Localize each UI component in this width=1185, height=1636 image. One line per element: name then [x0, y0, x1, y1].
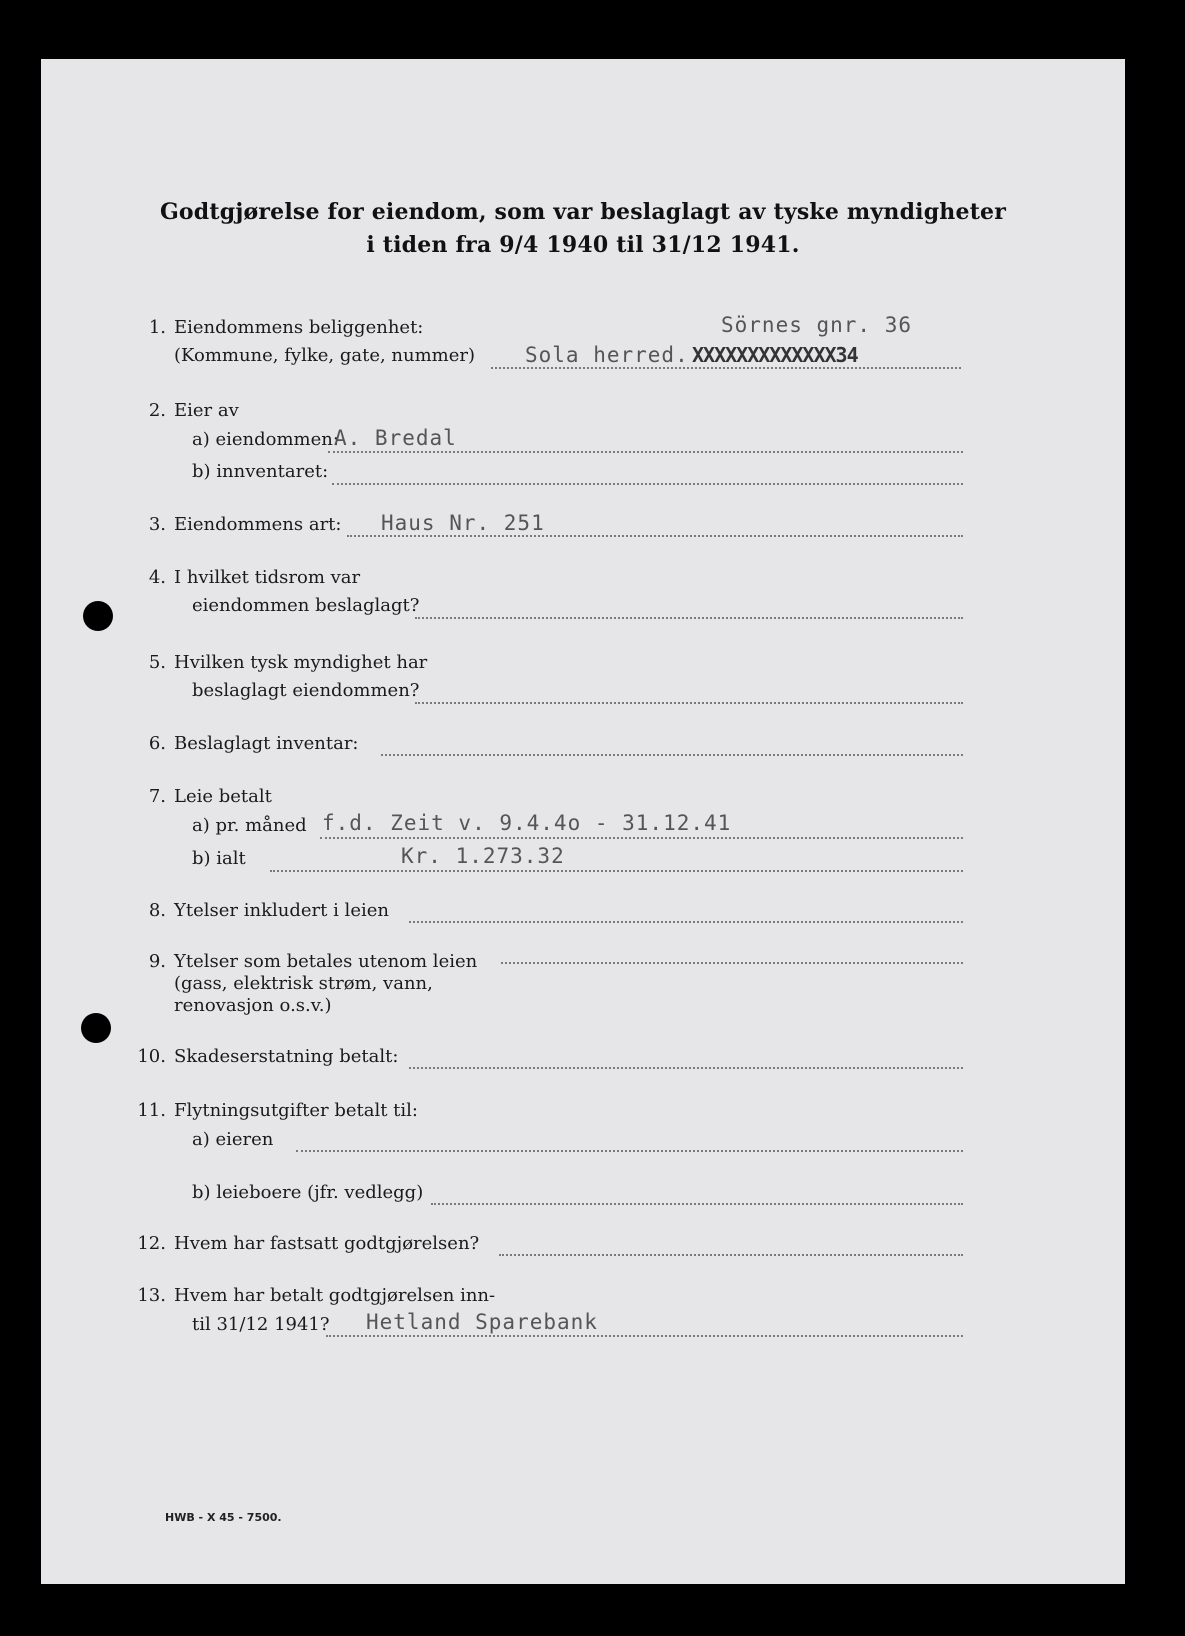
q3-label: Eiendommens art: — [174, 514, 342, 535]
q9-sublabel-2: renovasjon o.s.v.) — [174, 995, 332, 1016]
q1-sublabel: (Kommune, fylke, gate, nummer) — [174, 345, 476, 366]
item-number: 8. — [148, 900, 166, 921]
q7a-answer-line — [320, 837, 963, 839]
q1-struck-text: XXXXXXXXXXXXX34 — [692, 343, 858, 367]
q2b-answer-line — [332, 483, 963, 485]
q4-answer-line — [415, 617, 963, 619]
q10-answer-line — [409, 1067, 963, 1069]
q4-sublabel: eiendommen beslaglagt? — [192, 595, 420, 616]
q5-label: Hvilken tysk myndighet har — [174, 652, 428, 673]
item-number: 13. — [137, 1285, 166, 1306]
item-number: 1. — [148, 317, 166, 338]
q13-answer: Hetland Sparebank — [366, 1310, 598, 1334]
q7b-answer: Kr. 1.273.32 — [401, 844, 565, 868]
q12-answer-line — [499, 1254, 963, 1256]
q7b-answer-line — [270, 870, 963, 872]
item-number: 11. — [137, 1100, 166, 1121]
q13-sublabel: til 31/12 1941? — [192, 1314, 330, 1335]
q7a-label: a) pr. måned — [192, 815, 307, 836]
item-number: 4. — [148, 567, 166, 588]
q4-label: I hvilket tidsrom var — [174, 567, 361, 588]
q2a-answer: A. Bredal — [334, 426, 457, 450]
item-number: 3. — [148, 514, 166, 535]
q8-answer-line — [409, 921, 963, 923]
q9-sublabel-1: (gass, elektrisk strøm, vann, — [174, 973, 433, 994]
punch-hole — [83, 601, 113, 631]
q9-label: Ytelser som betales utenom leien — [174, 951, 478, 972]
item-number: 6. — [148, 733, 166, 754]
q3-answer-line — [347, 535, 963, 537]
q11b-answer-line — [431, 1203, 963, 1205]
q13-label: Hvem har betalt godtgjørelsen inn- — [174, 1285, 496, 1306]
q11-label: Flytningsutgifter betalt til: — [174, 1100, 418, 1121]
q10-label: Skadeserstatning betalt: — [174, 1046, 399, 1067]
q13-answer-line — [326, 1335, 963, 1337]
q12-label: Hvem har fastsatt godtgjørelsen? — [174, 1233, 480, 1254]
q8-label: Ytelser inkludert i leien — [174, 900, 389, 921]
q1-label: Eiendommens beliggenhet: — [174, 317, 424, 338]
q1-answer-line2: Sola herred. — [525, 343, 689, 367]
item-number: 7. — [148, 786, 166, 807]
form-print-code: HWB - X 45 - 7500. — [165, 1511, 282, 1524]
q11a-answer-line — [296, 1150, 963, 1152]
q7a-answer: f.d. Zeit v. 9.4.4o - 31.12.41 — [322, 811, 732, 835]
q2a-answer-line — [328, 451, 963, 453]
form-title-line2: i tiden fra 9/4 1940 til 31/12 1941. — [366, 232, 800, 258]
q6-label: Beslaglagt inventar: — [174, 733, 359, 754]
q2a-label: a) eiendommen: — [192, 429, 339, 450]
item-number: 10. — [137, 1046, 166, 1067]
q5-answer-line — [415, 702, 963, 704]
q9-answer-line — [501, 962, 963, 964]
q3-answer: Haus Nr. 251 — [381, 511, 545, 535]
q1-answer-line1: Sörnes gnr. 36 — [721, 313, 913, 337]
punch-hole — [81, 1013, 111, 1043]
q11b-label: b) leieboere (jfr. vedlegg) — [192, 1182, 424, 1203]
form-title-line1: Godtgjørelse for eiendom, som var beslaglagt av tyske myndigheter — [159, 199, 1007, 225]
q7b-label: b) ialt — [192, 848, 246, 869]
item-number: 5. — [148, 652, 166, 673]
form-sheet — [41, 59, 1125, 1584]
q5-sublabel: beslaglagt eiendommen? — [192, 680, 420, 701]
q11a-label: a) eieren — [192, 1129, 274, 1150]
q2-label: Eier av — [174, 400, 239, 421]
item-number: 9. — [148, 951, 166, 972]
q7-label: Leie betalt — [174, 786, 272, 807]
q2b-label: b) innventaret: — [192, 461, 329, 482]
item-number: 12. — [137, 1233, 166, 1254]
item-number: 2. — [148, 400, 166, 421]
q1-answer-line — [491, 367, 961, 369]
q6-answer-line — [381, 754, 963, 756]
